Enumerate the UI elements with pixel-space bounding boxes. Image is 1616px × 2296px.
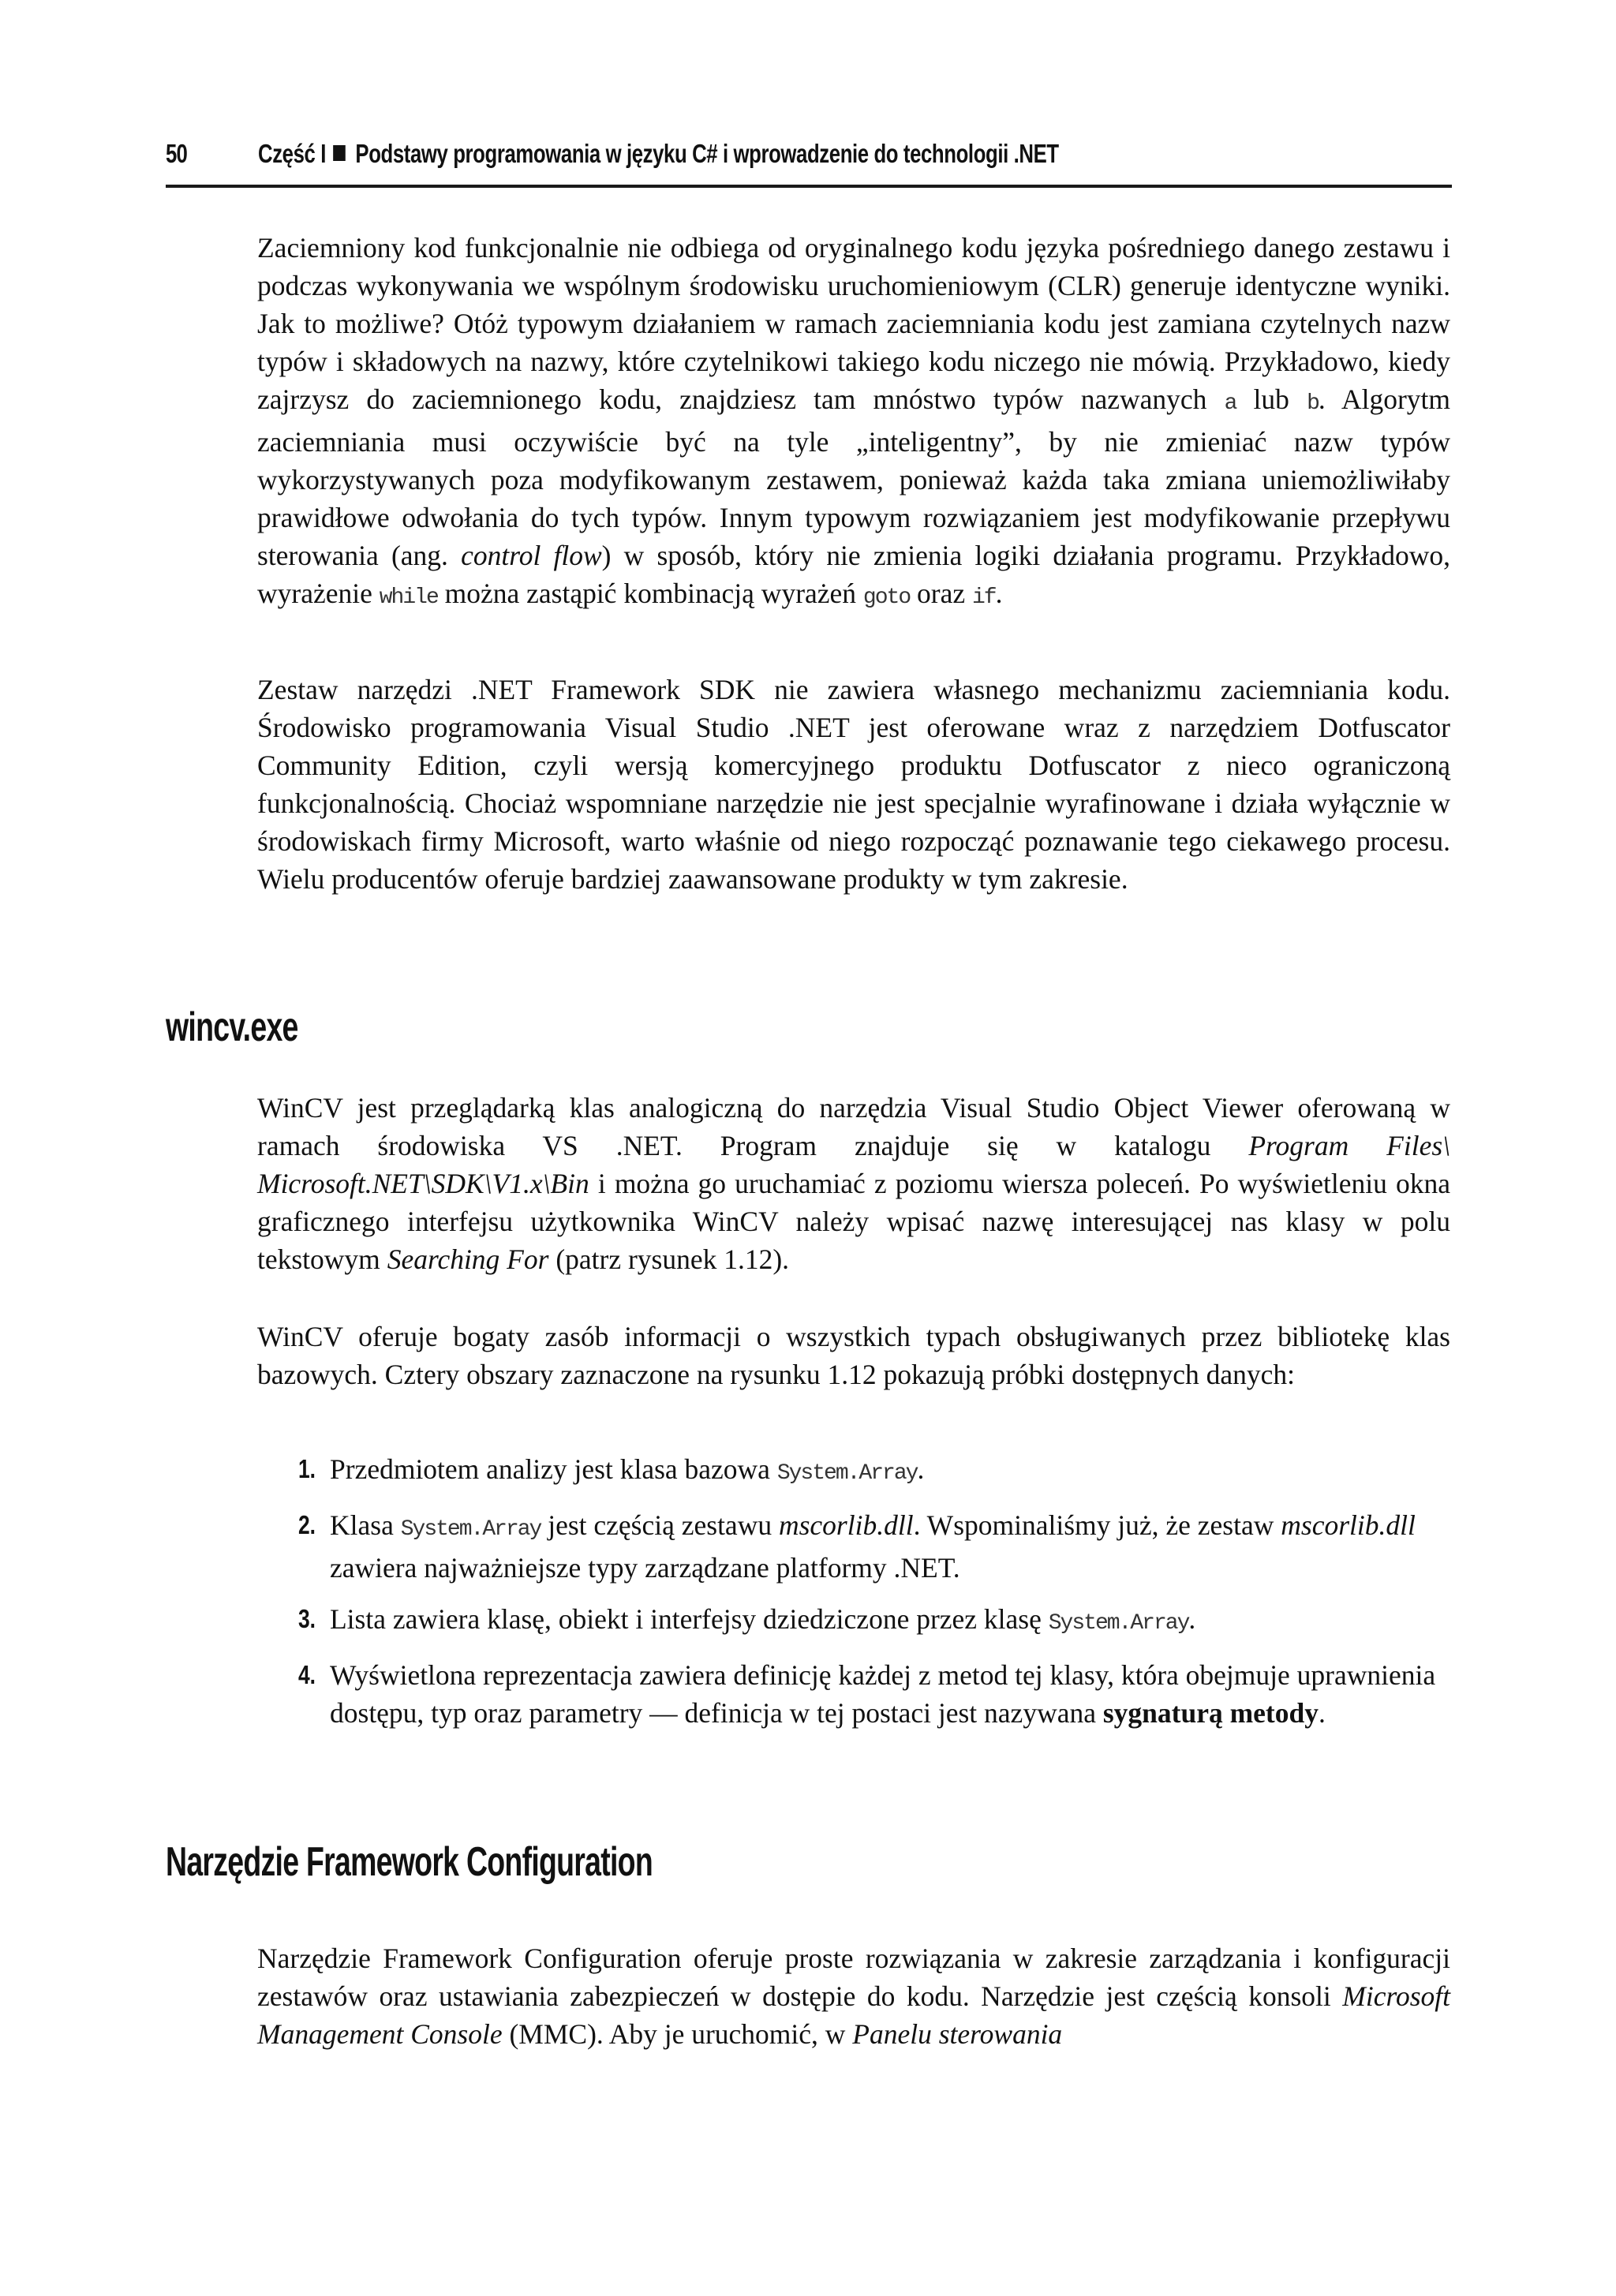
italic-term: Searching For: [387, 1243, 549, 1275]
inline-code: b: [1307, 391, 1319, 416]
text-run: Przedmiotem analizy jest klasa bazowa: [330, 1453, 777, 1485]
italic-filename: mscorlib.dll: [1281, 1509, 1416, 1541]
inline-code: while: [379, 585, 438, 610]
italic-filename: mscorlib.dll: [778, 1509, 914, 1541]
text-run: Klasa: [330, 1509, 401, 1541]
list-item: [298, 1600, 1195, 1643]
inline-code: goto: [862, 585, 911, 610]
paragraph-dotfuscator: Zestaw narzędzi .NET Framework SDK nie zawiera własnego mechanizmu zaciemniania kodu. Środowisko programowania Visual Studio .NET jest oferowane wraz z narzędziem Dotfuscator Community Edition, czyli wersją komercyjnego produktu Dotfuscator z nieco ograniczoną funkcjonalnością. Chociaż wspomniane narzędzie nie jest specjalnie wyrafinowane i działa wyłącznie w środowiskach firmy Microsoft, warto właśnie od niego rozpocząć poznawanie tego ciekawego procesu. Wielu producentów oferuje bardziej zaawansowane produkty w tym zakresie.: [257, 674, 1450, 895]
italic-term: Panelu sterowania: [852, 2018, 1063, 2050]
text-run: oraz: [910, 578, 972, 609]
paragraph-obfuscation: [257, 229, 1450, 617]
running-title-text: Podstawy programowania w języku C# i wprowadzenie do technologii .NET: [355, 139, 1059, 168]
section-heading-wincv: wincv.exe: [166, 1004, 298, 1050]
list-number: 2.: [298, 1510, 316, 1539]
running-title-part: Część I: [258, 139, 326, 168]
text-run: Narzędzie Framework Configuration oferuje proste rozwiązania w zakresie zarządzania i konfiguracji zestawów oraz ustawiania zabezpieczeń w dostępie do kodu. Narzędzie jest częścią konsoli: [257, 1943, 1450, 2012]
inline-code: System.Array: [400, 1517, 541, 1542]
italic-term: control flow: [461, 540, 602, 571]
page-number: 50: [166, 139, 188, 168]
text-run: (patrz rysunek 1.12).: [548, 1243, 790, 1275]
italic-path: Program Files\ Microsoft.NET\SDK\V1.x\Bin: [257, 1130, 1451, 1199]
text-run: jest częścią zestawu: [541, 1509, 779, 1541]
running-title: [258, 139, 1059, 169]
square-bullet-icon: [333, 145, 346, 161]
paragraph-wincv-info: WinCV oferuje bogaty zasób informacji o wszystkich typach obsługiwanych przez bibliotekę klas bazowych. Cztery obszary zaznaczone na rysunku 1.12 pokazują próbki dostępnych danych:: [257, 1321, 1450, 1390]
bold-term: sygnaturą metody: [1102, 1697, 1319, 1729]
text-run: Lista zawiera klasę, obiekt i interfejsy dziedziczone przez klasę: [330, 1603, 1049, 1635]
inline-code: a: [1224, 391, 1236, 416]
inline-code: if: [971, 585, 996, 610]
text-run: Wyświetlona reprezentacja zawiera definicję każdej z metod tej klasy, która obejmuje uprawnienia dostępu, typ oraz parametry — definicja w tej postaci jest nazywana: [330, 1659, 1436, 1729]
text-run: .: [1188, 1603, 1196, 1635]
paragraph-framework-configuration: [257, 1939, 1450, 2053]
text-run: (MMC). Aby je uruchomić, w: [502, 2018, 853, 2050]
running-header: [166, 128, 1452, 188]
text-run: .: [917, 1453, 925, 1485]
list-item: [298, 1450, 924, 1493]
paragraph-wincv-intro: [257, 1089, 1450, 1278]
text-run: . Algorytm zaciemniania musi oczywiście być na tyle „inteligentny”, by nie zmieniać nazw typów wykorzystywanych poza modyfikowanym zestawem, ponieważ każda taka zmiana uniemożliwiłaby prawidłowe odwołania do tych typów. Innym typowym rozwiązaniem jest modyfikowanie przepływu sterowania (ang.: [257, 383, 1451, 571]
italic-term: Microsoft Management Console: [257, 1980, 1450, 2050]
inline-code: System.Array: [1048, 1611, 1189, 1636]
text-run: . Wspominaliśmy już, że zestaw: [913, 1509, 1281, 1541]
list-number: 1.: [298, 1454, 316, 1483]
list-item: [298, 1656, 1450, 1732]
list-item: [298, 1506, 1450, 1587]
text-run: .: [1319, 1697, 1326, 1729]
text-run: i można go uruchamiać z poziomu wiersza poleceń. Po wyświetleniu okna graficznego interfejsu użytkownika WinCV należy wpisać nazwę interesującej nas klasy w polu tekstowym: [257, 1168, 1450, 1275]
section-heading-framework-configuration: Narzędzie Framework Configuration: [166, 1839, 653, 1885]
list-number: 4.: [298, 1660, 316, 1689]
text-run: Zaciemniony kod funkcjonalnie nie odbiega od oryginalnego kodu języka pośredniego danego zestawu i podczas wykonywania we wspólnym środowisku uruchomieniowym (CLR) generuje identyczne wyniki. Jak to możliwe? Otóż typowym działaniem w ramach zaciemniania kodu jest zamiana czytelnych nazw typów i składowych na nazwy, które czytelnikowi takiego kodu niczego nie mówią. Przykładowo, kiedy zajrzysz do zaciemnionego kodu, znajdziesz tam mnóstwo typów nazwanych: [257, 232, 1450, 415]
text-run: można zastąpić kombinacją wyrażeń: [437, 578, 863, 609]
text-run: .: [995, 578, 1003, 609]
text-run: ) w sposób, który nie zmienia logiki działania programu. Przykładowo, wyrażenie: [257, 540, 1450, 609]
inline-code: System.Array: [776, 1461, 918, 1486]
text-run: WinCV jest przeglądarką klas analogiczną do narzędzia Visual Studio Object Viewer oferowaną w ramach środowiska VS .NET. Program znajduje się w katalogu: [257, 1092, 1450, 1161]
text-run: lub: [1236, 383, 1307, 415]
text-run: zawiera najważniejsze typy zarządzane platformy .NET.: [330, 1552, 960, 1584]
list-number: 3.: [298, 1604, 316, 1633]
